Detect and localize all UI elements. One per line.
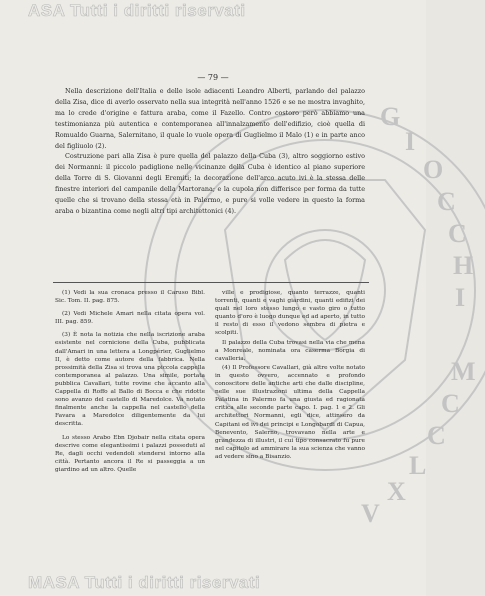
watermark-bottom: MASA Tutti i diritti riservati <box>28 573 261 592</box>
footnote: (4) Il Professore Cavallari, già altre volte notato in questo ovvero, accennato e profondo conoscitore delle antiche arti che dalle discipline, nelle sue illustrazioni ultima della Cappella Palatina in Palermo fa una giusta ed ragionata critica alle seconde parte capo. I. pag. 1 e 2. Gli architettori Normanni, egli dice, attinsero da Capitani ed ivi dei principi e Longobardi di Capua, Benevento, Salerno, trovavano nella arte e grandezza di illustri, il cui tipo consacrato fu pure nel capitolo ad ammirare la sua scienza che vanno ad vedere sino a Bisanzio. <box>215 364 365 460</box>
footnote: (1) Vedi la sua cronaca presso il Caruso Bibl. Sic. Tom. II. pag. 875. <box>55 290 205 305</box>
svg-text:C: C <box>427 421 446 450</box>
svg-text:G: G <box>380 102 401 131</box>
footnote: ville e prodigiose, quanto terrazze, quanti torrenti, quanti e vaghi giardini, quanti edifizi dei quali nel loro stesso lungo e vasto giro o tutto quanto d'oro è luogo dunque ed ad aperto, in tutto il resto di esso il vedono sembra di pietra e scolpiti. <box>215 290 365 337</box>
footnotes-left-column <box>55 289 205 475</box>
watermark-top: ASA Tutti i diritti riservati <box>28 1 246 20</box>
footnotes-right-column <box>215 289 365 462</box>
svg-text:C: C <box>441 389 460 418</box>
svg-text:M: M <box>451 357 476 386</box>
svg-text:H: H <box>453 251 474 280</box>
footnote: Lo stesso Arabo Ebn Djobair nella citata opera descrive come elegantissimi i palazzi posseduti al Re, dagli occhi vedendoli stendersi intorno alla città. Pertanto ancora il Re si passeggia a un giardino ad un altro. Quelle <box>55 434 205 473</box>
footnote: (3) È nota la notizia che nella iscrizione araba esistente nel cornicione della Cuba, pubblicata dall'Amari in una lettera a Longpérier, Guglielmo II, è detto come autore della fabbrica. Nella prossimità della Zisa si trova una piccola cappella contemporanea al palazzo. Una simile, portata pubblica Cavallari, tutte rovine che accanto alla Cappella di Roffo al Ballo di Bocca e che ridotte sono avanzo del castello di Maredolce. Va notato finalmente anche la cappella nel castello della Favara a Maredolce diligentemente da lui descritta. <box>55 332 205 428</box>
main-paragraph: Costruzione pari alla Zisa è pure quella del palazzo della Cuba (3), altro soggiorno estivo dei Normanni: il piccolo padiglione nelle vicinanze della Cuba è identico al piano superiore della Torre di S. Giovanni degli Eremiti; la decorazione dell'arco acuto ivi è la stessa delle finestre interiori del campanile della Martorana; e la cupola non differisce per forma da tutte quelle che si trovano della stessa età in Palermo, e pure si volle vedere in questo la forma araba o bizantina come negli altri tipi architettonici (4). <box>55 152 365 215</box>
svg-text:X: X <box>387 477 406 506</box>
svg-text:C: C <box>448 219 467 248</box>
main-paragraph: Nella descrizione dell'Italia e delle isole adiacenti Leandro Alberti, parlando del palazzo della Zisa, dice di averlo osservato nella sua integrità nell'anno 1526 e se ne mostra invaghito, ma lo crede d'origine e fattura araba, come il Fazello. Contro costoro però abbiamo una testimonianza più autentica e contemporanea all'innalzamento dell'edifizio, cioè quella di Romualdo Guarna, Salernitano, il quale lo vuole opera di Guglielmo il Malo (1) e in parte anco del figliuolo (2). <box>55 87 365 150</box>
footnote: Il palazzo della Cuba trovasi nella via che mena a Monreale, nominata ora caserma Borgia di cavalleria. <box>215 339 365 362</box>
main-text <box>55 86 365 217</box>
svg-text:I: I <box>455 283 466 312</box>
svg-text:C: C <box>437 187 456 216</box>
footnote-divider <box>53 282 369 283</box>
page-number: — 79 — <box>197 73 229 82</box>
svg-text:V: V <box>361 499 380 528</box>
svg-text:O: O <box>423 155 444 184</box>
svg-text:L: L <box>409 451 427 480</box>
svg-text:I: I <box>405 127 416 156</box>
footnote: (2) Vedi Michele Amari nella citata opera vol. III. pag. 859. <box>55 311 205 326</box>
